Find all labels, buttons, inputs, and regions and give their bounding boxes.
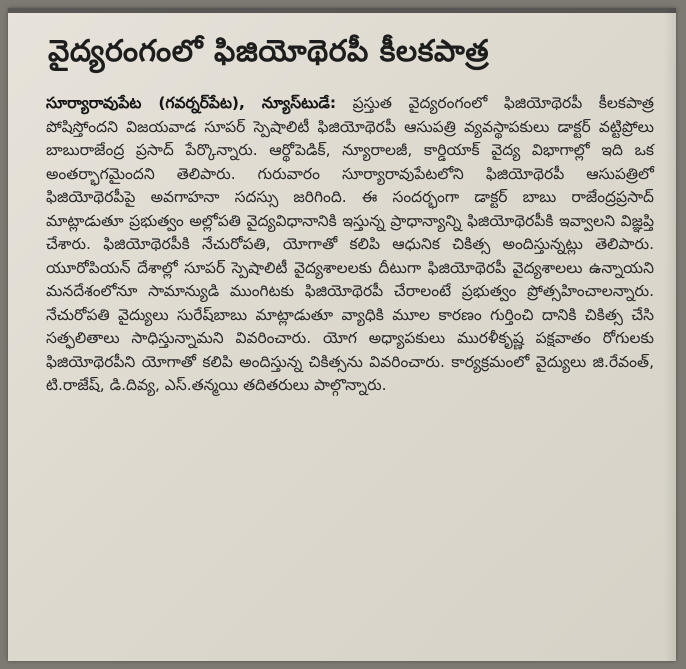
article-body bbox=[46, 92, 654, 398]
article-text: ప్రస్తుత వైద్యరంగంలో ఫిజియోథెరపీ కీలకపాత్ర పోషిస్తోందని విజయవాడ సూపర్ స్పెషాలిటీ ఫిజియోథెరపీ ఆసుపత్రి వ్యవస్థాపకులు డాక్టర్ వట్టిప్రోలు బాబురాజేంద్ర ప్రసాద్ పేర్కొన్నారు. ఆర్థోపెడిక్, న్యూరాలజీ, కార్డియాక్ వైద్య విభాగాల్లో ఇది ఒక అంతర్భాగమైందని తెలిపారు. గురువారం సూర్యారావుపేటలోని ఫిజియోథెరపీ ఆసుపత్రిలో ఫిజియోథెరపీపై అవగాహనా సదస్సు జరిగింది. ఈ సందర్భంగా డాక్టర్ బాబు రాజేంద్రప్రసాద్ మాట్లాడుతూ ప్రభుత్వం అల్లోపతి వైద్యవిధానానికి ఇస్తున్న ప్రాధాన్యాన్ని ఫిజియోథెరపీకి ఇవ్వాలని విజ్ఞప్తి చేశారు. ఫిజియోథెరపీకి నేచురోపతి, యోగాతో కలిపి ఆధునిక చికిత్స అందిస్తున్నట్లు తెలిపారు. యూరోపియన్ దేశాల్లో సూపర్ స్పెషాలిటీ వైద్యశాలలకు దీటుగా ఫిజియోథెరపీ వైద్యశాలలు ఉన్నాయని మనదేశంలోనూ సామాన్యుడి ముంగిటకు ఫిజియోథెరపీ చేరాలంటే ప్రభుత్వం ప్రోత్సహించాలన్నారు. నేచురోపతి వైద్యులు సురేష్‌బాబు మాట్లాడుతూ వ్యాధికి మూల కారణం గుర్తించి దానికి చికిత్స చేసి సత్ఫలితాలు సాధిస్తున్నామని వివరించారు. యోగ అధ్యాపకులు మురళీకృష్ణ పక్షవాతం రోగులకు ఫిజియోథెరపీని యోగాతో కలిపి అందిస్తున్న చికిత్సను వివరించారు. కార్యక్రమంలో వైద్యులు జి.రేవంత్, టి.రాజేష్, డి.దివ్య, ఎస్.తన్మయి తదితరులు పాల్గొన్నారు. bbox=[46, 94, 654, 394]
paper-edge-shadow bbox=[664, 8, 676, 661]
dateline: సూర్యారావుపేట (గవర్నర్‌పేట), న్యూస్‌టుడే: bbox=[46, 94, 337, 112]
headline: వైద్యరంగంలో ఫిజియోథెరపీ కీలకపాత్ర bbox=[48, 34, 490, 69]
newspaper-clipping bbox=[8, 8, 676, 661]
top-rule bbox=[8, 8, 676, 13]
